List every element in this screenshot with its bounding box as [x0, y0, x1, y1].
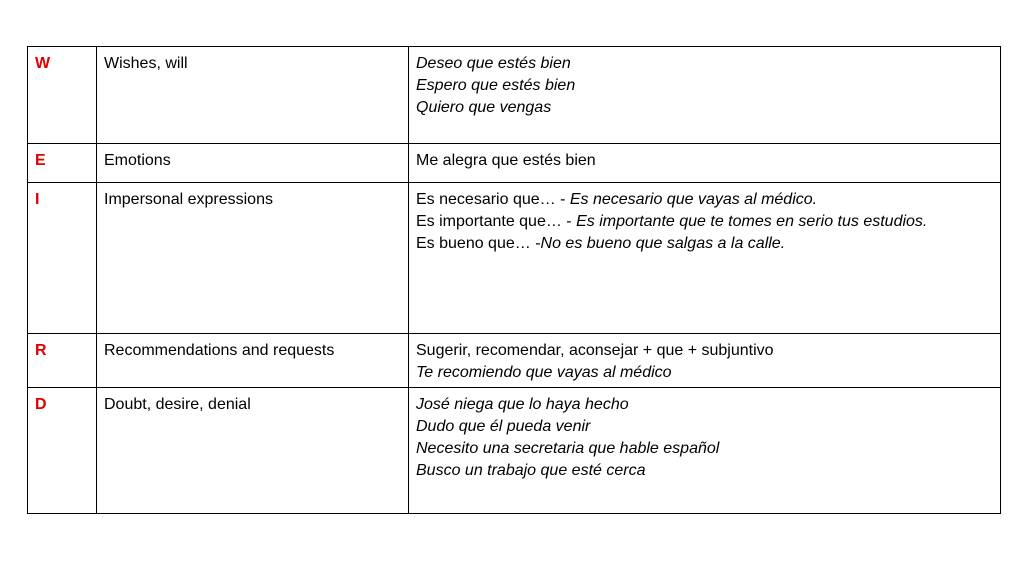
category-cell [97, 47, 409, 144]
letter-i: I [35, 191, 40, 208]
category-wishes: Wishes, will [104, 55, 188, 72]
examples-cell [409, 183, 1001, 334]
letter-w: W [35, 55, 51, 72]
table-row-i [28, 183, 1001, 334]
letter-r: R [35, 342, 47, 359]
example-line: Te recomiendo que vayas al médico [416, 364, 672, 381]
table-row-e [28, 144, 1001, 183]
table-row-r [28, 334, 1001, 388]
example-line: Deseo que estés bien [416, 55, 571, 72]
examples-cell [409, 334, 1001, 388]
category-cell [97, 334, 409, 388]
letter-cell [28, 334, 97, 388]
category-emotions: Emotions [104, 152, 171, 169]
example-line: Sugerir, recomendar, aconsejar + que + subjuntivo [416, 342, 774, 359]
example-line: Busco un trabajo que esté cerca [416, 462, 646, 479]
category-doubt: Doubt, desire, denial [104, 396, 251, 413]
letter-cell [28, 183, 97, 334]
examples-cell [409, 144, 1001, 183]
category-cell [97, 388, 409, 514]
letter-d: D [35, 396, 47, 413]
example-line: José niega que lo haya hecho [416, 396, 629, 413]
letter-cell [28, 47, 97, 144]
weirdo-table [27, 46, 1001, 514]
category-cell [97, 183, 409, 334]
letter-cell [28, 144, 97, 183]
example-line: Es bueno que… -No es bueno que salgas a la calle. [416, 235, 786, 252]
examples-cell [409, 388, 1001, 514]
example-line: Me alegra que estés bien [416, 152, 596, 169]
letter-e: E [35, 152, 46, 169]
category-recommendations: Recommendations and requests [104, 342, 335, 359]
category-cell [97, 144, 409, 183]
category-impersonal: Impersonal expressions [104, 191, 273, 208]
letter-cell [28, 388, 97, 514]
example-line: Dudo que él pueda venir [416, 418, 591, 435]
example-line: Necesito una secretaria que hable español [416, 440, 720, 457]
table-row-w [28, 47, 1001, 144]
table-row-d [28, 388, 1001, 514]
examples-cell [409, 47, 1001, 144]
example-line: Espero que estés bien [416, 77, 576, 94]
example-line: Quiero que vengas [416, 99, 552, 116]
example-line: Es importante que… - Es importante que te tomes en serio tus estudios. [416, 213, 928, 230]
example-line: Es necesario que… - Es necesario que vayas al médico. [416, 191, 818, 208]
